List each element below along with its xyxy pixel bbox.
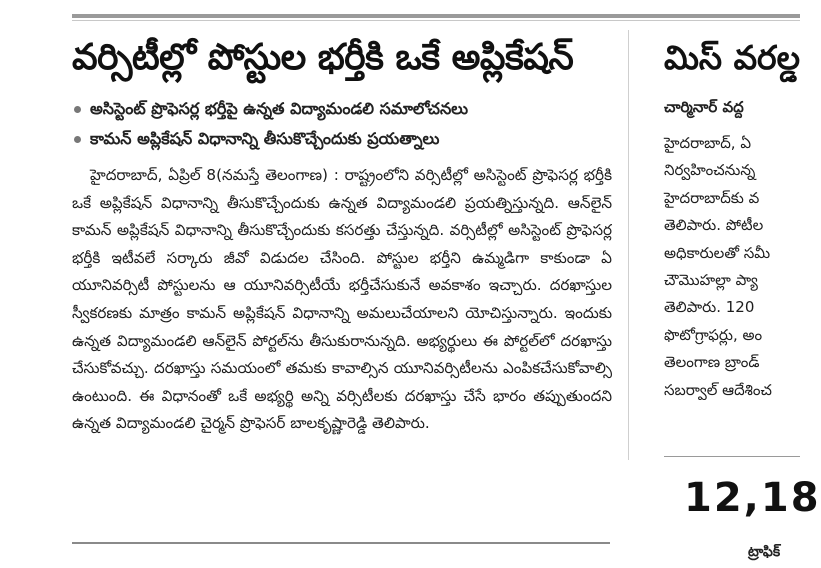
side-line: హైదరాబాద్, ఏ	[664, 134, 752, 152]
side-headline: మిస్ వరల్డ	[664, 38, 800, 77]
bullet-text: కామన్ అప్లికేషన్ విధానాన్ని తీసుకొచ్చేందుకు ప్రయత్నాలు	[90, 129, 440, 148]
side-subheadline: చార్మినార్ వద్ద	[664, 98, 744, 116]
bullet-item	[72, 94, 612, 124]
top-rule-thin	[72, 20, 800, 21]
side-line: సబర్వాల్ ఆదేశించ	[664, 380, 772, 399]
side-rule	[664, 456, 800, 457]
main-article	[72, 30, 612, 560]
side-figure-number: 12,18	[684, 475, 821, 521]
main-bullet-list	[72, 94, 612, 154]
top-rule	[72, 14, 800, 18]
main-headline: వర్సిటీల్లో పోస్టుల భర్తీకి ఒకే అప్లికేషన్	[72, 37, 574, 78]
bottom-rule	[72, 542, 610, 544]
side-line: తెలిపారు. 120	[664, 298, 755, 317]
side-body-text	[664, 130, 800, 404]
side-line: అధికారులతో సమీ	[664, 243, 771, 262]
side-footer-text: ట్రాఫిక్	[748, 544, 781, 560]
side-line: తెలంగాణ బ్రాండ్	[664, 353, 760, 372]
side-line: ఫొటోగ్రాఫర్లు, అం	[664, 325, 763, 344]
side-line: చౌమొహల్లా ప్యా	[664, 271, 758, 290]
side-line: తెలిపారు. పోటీల	[664, 216, 764, 235]
side-line: హైదరాబాద్‌కు వ	[664, 188, 760, 207]
main-body-text: హైదరాబాద్, ఏప్రిల్ 8(నమస్తే తెలంగాణ) : రాష్ట్రంలోని వర్సిటీల్లో అసిస్టెంట్ ప్రొఫెసర్ల భర్తీకి ఒకే అప్లికేషన్ విధానాన్ని తీసుకొచ్చేందుకు ఉన్నత విద్యామండలి ప్రయత్నిస్తున్నది. ఆన్‌లైన్ కామన్ అప్లికేషన్ విధానాన్ని తీసుకొచ్చేందుకు కసరత్తు చేస్తున్నది. వర్సిటీల్లో అసిస్టెంట్ ప్రొఫెసర్ల భర్తీకి ఇటీవలే సర్కారు జీవో విడుదల చేసింది. పోస్టుల భర్తీని ఉమ్మడిగా కాకుండా ఏ యూనివర్సిటీ పోస్టులను ఆ యూనివర్సిటీయే భర్తీచేసుకునే అవకాశం ఇచ్చారు. దరఖాస్తుల స్వీకరణకు మాత్రం కామన్ అప్లికేషన్ విధానాన్ని అమలుచేయాలని యోచిస్తున్నారు. ఇందుకు ఉన్నత విద్యామండలి ఆన్‌లైన్ పోర్టల్‌ను తీసుకురానున్నది. అభ్యర్థులు ఈ పోర్టల్‌లో దరఖాస్తు చేసుకోవచ్చు. దరఖాస్తు సమయంలో తమకు కావాల్సిన యూనివర్సిటీలను ఎంపికచేసుకోవాల్సి ఉంటుంది. ఈ విధానంతో ఒకే అభ్యర్థి అన్ని వర్సిటీలకు దరఖాస్తు చేసే భారం తప్పుతుందని ఉన్నత విద్యామండలి చైర్మన్ ప్రొఫెసర్ బాలకృష్ణారెడ్డి తెలిపారు.	[72, 166, 612, 433]
column-divider	[628, 30, 629, 460]
bullet-item	[72, 124, 612, 154]
side-line: నిర్వహించనున్న	[664, 161, 756, 180]
bullet-dot-icon	[74, 106, 81, 113]
bullet-dot-icon	[74, 136, 81, 143]
bullet-text: అసిస్టెంట్ ప్రొఫెసర్ల భర్తీపై ఉన్నత విద్యామండలి సమాలోచనలు	[90, 99, 469, 118]
